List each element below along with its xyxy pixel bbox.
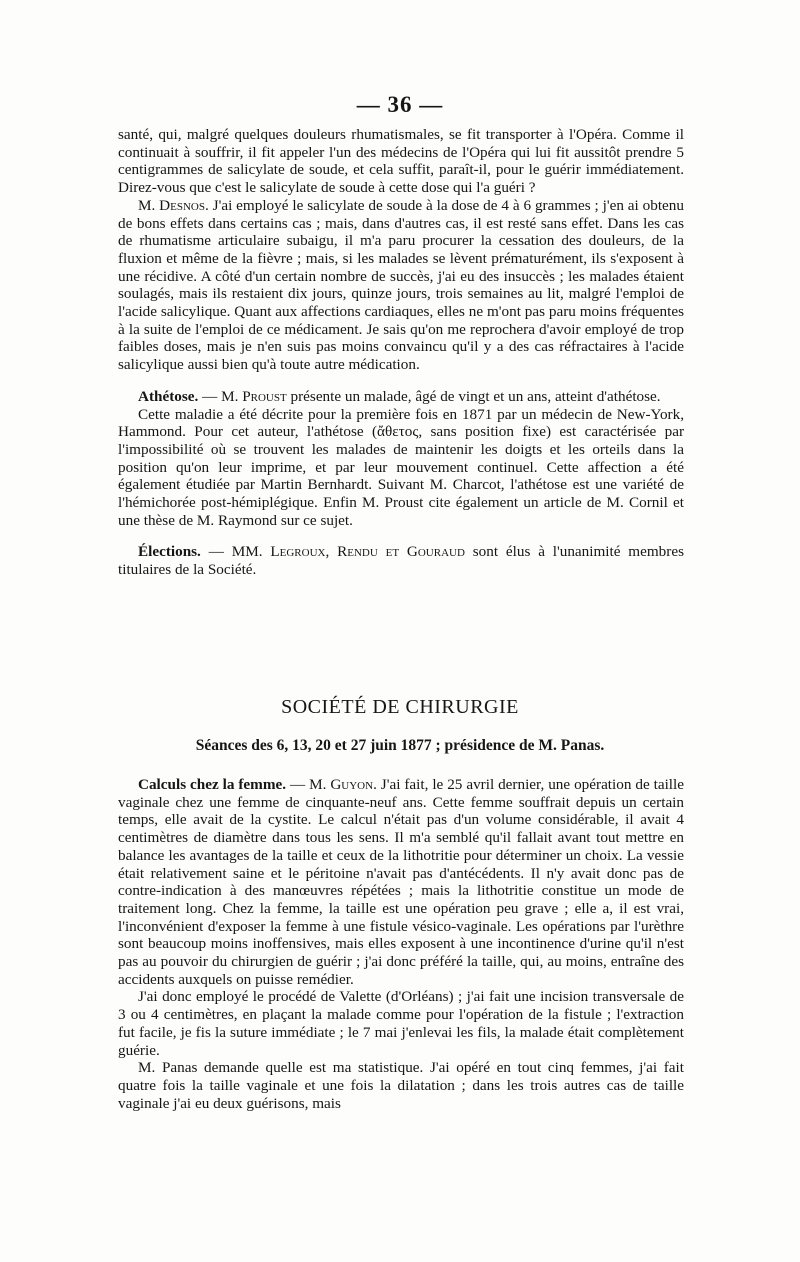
- paragraph-statistics: M. Panas demande quelle est ma statistique. J'ai opéré en tout cinq femmes, j'ai fait quatre fois la taille vaginale et une fois la dilatation ; dans les trois autres cas de taille vaginale j'ai eu deux guérisons, mais: [118, 1059, 684, 1112]
- bottom-text-block: [118, 776, 684, 1112]
- spacer: [118, 529, 684, 543]
- rubric-lead: — M.: [198, 387, 243, 405]
- paragraph-procedure: J'ai donc employé le procédé de Valette (d'Orléans) ; j'ai fait une incision transversale de 3 ou 4 centimètres, en plaçant la malade comme pour l'opération de la fistule ; l'extraction fut facile, je fis la suture immédiate ; le 7 mai j'enlevai les fils, la malade était complètement guérie.: [118, 988, 684, 1059]
- page-number: — 36 —: [356, 92, 444, 117]
- paragraph-athetose: [118, 388, 684, 406]
- rubric-heading: Calculs chez la femme.: [138, 776, 287, 793]
- paragraph-athetose-description: Cette maladie a été décrite pour la première fois en 1871 par un médecin de New-York, Hammond. Pour cet auteur, l'athétose (ἄθετος, sans position fixe) est caractérisée par l'impossibilité où se trouvent les malades de maintenir les doigts et les orteils dans la position qu'on leur imprime, et par leur mouvement continuel. Cette affection a été également étudiée par Martin Bernhardt. Suivant M. Charcot, l'athétose est une variété de l'hémichorée post-hémiplégique. Enfin M. Proust cite également un article de M. Cornil et une thèse de M. Raymond sur ce sujet.: [118, 405, 684, 529]
- paragraph-text: sont élus à l'unanimité membres titulaires de la Société.: [118, 543, 684, 579]
- section-title: SOCIÉTÉ DE CHIRURGIE: [281, 696, 519, 718]
- rubric-heading: Élections.: [138, 543, 201, 561]
- rubric-lead: — MM.: [200, 543, 271, 561]
- paragraph-text: J'ai employé le salicylate de soude à la dose de 4 à 6 grammes ; j'en ai obtenu de bons effets dans certains cas ; mais, dans d'autres cas, il est resté sans effet. Dans les cas de rhumatisme articulaire subaigu, il m'a paru procurer la cessation des douleurs, de la fluxion et même de la fièvre ; mais, si les malades se lèvent prématurément, ils s'exposent à une récidive. A côté d'un certain nombre de succès, j'ai eu des insuccès ; les malades étaient soulagés, mais ils restaient dix jours, quinze jours, trois semaines au lit, malgré l'emploi de l'acide salicylique. Quant aux affections cardiaques, elles ne m'ont pas paru moins fréquentes à la suite de l'emploi de ce médicament. Je sais qu'on me reprochera d'avoir employé de trop faibles doses, mais je n'en suis pas moins convaincu qu'il y a des cas réfractaires à l'acide salicylique aussi bien qu'à toute autre médication.: [118, 196, 684, 374]
- paragraph-text: présente un malade, âgé de vingt et un ans, atteint d'athétose.: [286, 387, 661, 405]
- speaker-name: M. Desnos.: [138, 196, 209, 214]
- rubric-heading: Athétose.: [138, 387, 199, 405]
- elected-names: Legroux, Rendu et Gouraud: [270, 543, 465, 561]
- paragraph-continuation: santé, qui, malgré quelques douleurs rhumatismales, se fit transporter à l'Opéra. Comme il continuait à souffrir, il fit appeler l'un des médecins de l'Opéra qui lui fit aussitôt prendre 5 centigrammes de salicylate de soude, et cela suffit, paraît-il, pour le guérir immédiatement. Direz-vous que c'est le salicylate de soude à cette dose qui l'a guéri ?: [118, 126, 684, 197]
- session-heading: Séances des 6, 13, 20 et 27 juin 1877 ; présidence de M. Panas.: [195, 737, 605, 754]
- top-text-block: [118, 126, 684, 579]
- rubric-lead: — M.: [286, 776, 331, 793]
- paragraph-calculs: [118, 776, 684, 988]
- spacer: [118, 374, 684, 388]
- paragraph-desnos: [118, 197, 684, 374]
- paragraph-elections: [118, 543, 684, 578]
- speaker-name: Guyon.: [330, 776, 377, 793]
- speaker-name: Proust: [242, 387, 287, 405]
- paragraph-text: J'ai fait, le 25 avril dernier, une opération de taille vaginale chez une femme de cinquante-neuf ans. Cette femme souffrait depuis un certain temps, elle avait de la cystite. Le calcul n'était pas d'un volume considérable, il avait 4 centimètres de diamètre dans tous les sens. Il m'a semblé qu'il fallait avant tout mettre en balance les avantages de la taille et ceux de la lithotritie pour déterminer un choix. La vessie était relativement saine et le péritoine n'avait pas d'antécédents. Il n'y avait donc pas de contre-indication à des manœuvres répétées ; mais la lithotritie constitue un mode de traitement long. Chez la femme, la taille est une opération peu grave ; elle a, il est vrai, l'inconvénient d'exposer la femme à une fistule vésico-vaginale. Les opérations par l'urèthre sont beaucoup moins inoffensives, mais elles exposent à une incontinence d'urine qu'il n'est pas au pouvoir du chirurgien de guérir ; j'ai donc préféré la taille, qui, au moins, entraîne des accidents auxquels on puisse remédier.: [118, 776, 684, 988]
